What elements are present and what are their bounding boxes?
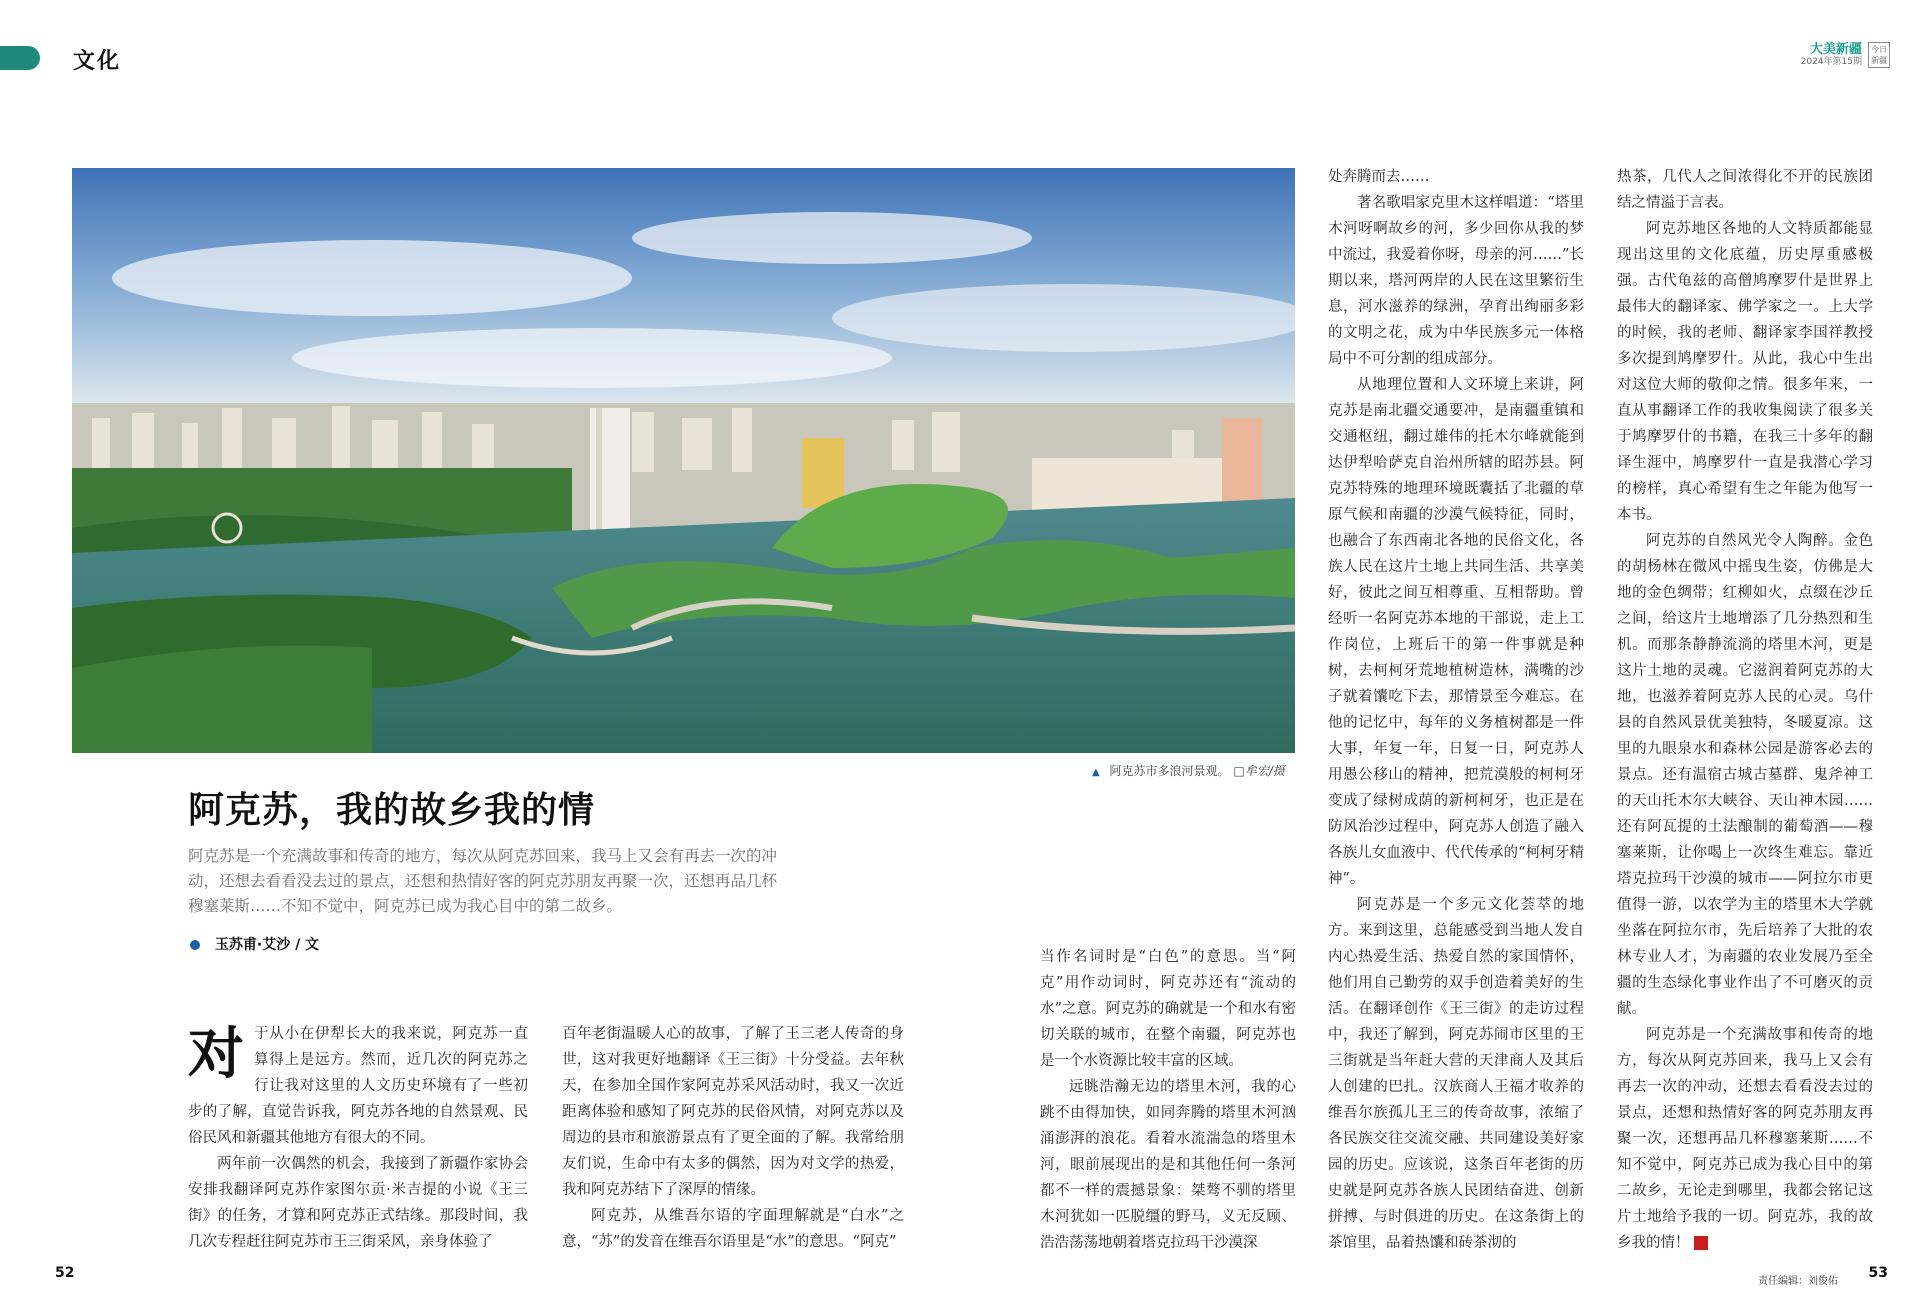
body-column-3	[1040, 944, 1296, 1256]
caption-triangle-icon: ▲	[1092, 767, 1100, 778]
photo-credit: □牟宏/摄	[1233, 764, 1285, 778]
editor-credit: 责任编辑：刘俊佑	[1758, 1276, 1838, 1287]
article-lead: 阿克苏是一个充满故事和传奇的地方，每次从阿克苏回来，我马上又会有再去一次的冲动，还想去看看没去过的景点，还想和热情好客的阿克苏朋友再聚一次，还想再品几杯穆塞莱斯……不知不觉中，阿克苏已成为我心目中的第二故乡。	[188, 847, 778, 915]
body-column-1	[188, 1021, 528, 1255]
paragraph: 阿克苏地区各地的人文特质都能显现出这里的文化底蕴，历史厚重感极强。古代龟兹的高僧鸠摩罗什是世界上最伟大的翻译家、佛学家之一。上大学的时候，我的老师、翻译家李国祥教授多次提到鸠摩罗什。从此，我心中生出对这位大师的敬仰之情。很多年来，一直从事翻译工作的我收集阅读了很多关于鸠摩罗什的书籍，在我三十多年的翻译生涯中，鸠摩罗什一直是我潜心学习的榜样，真心希望有生之年能为他写一本书。	[1617, 221, 1873, 523]
author-line	[190, 934, 319, 954]
section-label: 文化	[73, 49, 122, 74]
masthead-title: 大美新疆	[1809, 42, 1862, 57]
body-column-4	[1328, 164, 1584, 1256]
paragraph: 著名歌唱家克里木这样唱道：“塔里木河呀啊故乡的河，多少回你从我的梦中流过，我爱着你呀，母亲的河……”长期以来，塔河两岸的人民在这里繁衍生息，河水滋养的绿洲，孕育出绚丽多彩的文明之花，成为中华民族多元一体格局中不可分割的组成部分。	[1328, 195, 1584, 367]
city-river-photo	[72, 168, 1295, 753]
paragraph: 百年老街温暖人心的故事，了解了王三老人传奇的身世，这对我更好地翻译《王三街》十分受益。去年秋天，在参加全国作家阿克苏采风活动时，我又一次近距离体验和感知了阿克苏的民俗风情，对阿克苏以及周边的县市和旅游景点有了更全面的了解。我常给朋友们说，生命中有太多的偶然，因为对文学的热爱，我和阿克苏结下了深厚的情缘。	[562, 1026, 904, 1198]
author-bullet-icon	[190, 940, 200, 950]
drop-cap: 对	[188, 1022, 244, 1087]
paragraph: 阿克苏是一个多元文化荟萃的地方。来到这里，总能感受到当地人发自内心热爱生活、热爱自然的家国情怀，他们用自己勤劳的双手创造着美好的生活。在翻译创作《王三街》的走访过程中，我还了解到，阿克苏闹市区里的王三街就是当年赶大营的天津商人及其后人创建的巴扎。汉族商人王福才收养的维吾尔族孤儿王三的传奇故事，浓缩了各民族交往交流交融、共同建设美好家园的历史。应该说，这条百年老街的历史就是阿克苏各族人民团结奋进、创新拼搏、与时俱进的历史。在这条街上的茶馆里，品着热馕和砖茶沏的	[1328, 897, 1584, 1251]
paragraph: 热茶，几代人之间浓得化不开的民族团结之情溢于言表。	[1617, 169, 1873, 211]
paragraph: 两年前一次偶然的机会，我接到了新疆作家协会安排我翻译阿克苏作家图尔贡·米吉提的小说《王三街》的任务，才算和阿克苏正式结缘。那段时间，我几次专程赶往阿克苏市王三街采风，亲身体验了	[188, 1156, 528, 1250]
paragraph: 处奔腾而去……	[1328, 169, 1430, 185]
end-mark-icon	[1694, 1236, 1708, 1250]
article-title: 阿克苏，我的故乡我的情	[188, 790, 596, 831]
paragraph: 当作名词时是“白色”的意思。当“阿克”用作动词时，阿克苏还有“流动的水”之意。阿克苏的确就是一个和水有密切关联的城市，在整个南疆，阿克苏也是一个水资源比较丰富的区域。	[1040, 949, 1296, 1069]
masthead	[1801, 42, 1890, 68]
caption-text: 阿克苏市多浪河景观。	[1109, 764, 1230, 778]
masthead-issue: 2024年第15期	[1800, 57, 1862, 67]
paragraph: 阿克苏，从维吾尔语的字面理解就是“白水”之意，“苏”的发音在维吾尔语里是“水”的意思。“阿克”	[562, 1208, 904, 1250]
photo-caption	[1092, 762, 1285, 779]
body-column-2	[562, 1021, 904, 1255]
closing-text: 阿克苏是一个充满故事和传奇的地方，每次从阿克苏回来，我马上又会有再去一次的冲动，还想去看看没去过的景点，还想和热情好客的阿克苏朋友再聚一次，还想再品几杯穆塞莱斯……不知不觉中，阿克苏已成为我心目中的第二故乡，无论走到哪里，我都会铭记这片土地给予我的一切。阿克苏，我的故乡我的情！	[1617, 1027, 1873, 1251]
aerial-city-image	[72, 168, 1295, 753]
paragraph: 远眺浩瀚无边的塔里木河，我的心跳不由得加快，如同奔腾的塔里木河汹涌澎湃的浪花。看着水流湍急的塔里木河，眼前展现出的是和其他任何一条河都不一样的震撼景象：桀骜不驯的塔里木河犹如一匹脱缰的野马，义无反顾、浩浩荡荡地朝着塔克拉玛干沙漠深	[1040, 1079, 1296, 1251]
page-number-right: 53	[1868, 1265, 1888, 1281]
author-name: 玉苏甫·艾沙 / 文	[214, 937, 320, 953]
paragraph: 阿克苏的自然风光令人陶醉。金色的胡杨林在微风中摇曳生姿，仿佛是大地的金色绸带；红柳如火，点缀在沙丘之间，给这片土地增添了几分热烈和生机。而那条静静流淌的塔里木河，更是这片土地的灵魂。它滋润着阿克苏的大地，也滋养着阿克苏人民的心灵。乌什县的自然风景优美独特，冬暖夏凉。这里的九眼泉水和森林公园是游客必去的景点。还有温宿古城古墓群、鬼斧神工的天山托木尔大峡谷、天山神木园……还有阿瓦提的土法酿制的葡萄酒——穆塞莱斯，让你喝上一次终生难忘。靠近塔克拉玛干沙漠的城市——阿拉尔市更值得一游，以农学为主的塔里木大学就坐落在阿拉尔市，先后培养了大批的农林专业人才，为南疆的农业发展乃至全疆的生态绿化事业作出了不可磨灭的贡献。	[1617, 533, 1873, 1017]
paragraph: 于从小在伊犁长大的我来说，阿克苏一直算得上是远方。然而，近几次的阿克苏之行让我对这里的人文历史环境有了一些初步的了解，直觉告诉我，阿克苏各地的自然景观、民俗民风和新疆其他地方有很大的不同。	[188, 1026, 528, 1146]
paragraph	[1617, 1022, 1873, 1256]
masthead-logo-box: 今日新疆	[1868, 42, 1890, 68]
page-number-left: 52	[55, 1265, 75, 1281]
paragraph: 从地理位置和人文环境上来讲，阿克苏是南北疆交通要冲，是南疆重镇和交通枢纽，翻过雄伟的托木尔峰就能到达伊犁哈萨克自治州所辖的昭苏县。阿克苏特殊的地理环境既囊括了北疆的草原气候和南疆的沙漠气候特征，同时，也融合了东西南北各地的民俗文化，各族人民在这片土地上共同生活、共享美好，彼此之间互相尊重、互相帮助。曾经听一名阿克苏本地的干部说，走上工作岗位，上班后干的第一件事就是种树，去柯柯牙荒地植树造林，满嘴的沙子就着馕吃下去，那情景至今难忘。在他的记忆中，每年的义务植树都是一件大事，年复一年，日复一日，阿克苏人用愚公移山的精神，把荒漠般的柯柯牙变成了绿树成荫的新柯柯牙，也正是在防风治沙过程中，阿克苏人创造了融入各族儿女血液中、代代传承的“柯柯牙精神”。	[1328, 377, 1584, 887]
section-tab	[0, 46, 40, 70]
body-column-5	[1617, 164, 1873, 1256]
